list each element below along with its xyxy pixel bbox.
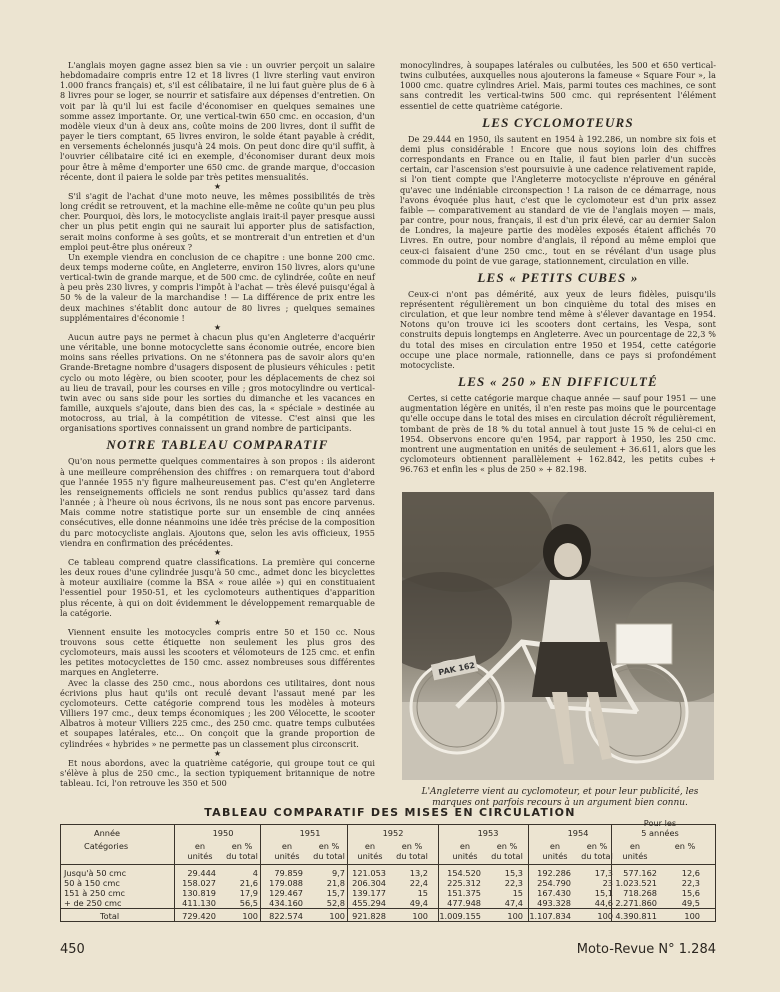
star-separator-icon: ★ <box>213 748 222 758</box>
year-header: Année <box>94 828 121 838</box>
percent-value: 21,8 <box>326 878 345 888</box>
total-units-value: 822.574 <box>269 911 303 921</box>
percent-subheader: du total <box>396 851 428 861</box>
units-value: 455.294 <box>352 898 386 908</box>
units-value: 130.819 <box>182 888 216 898</box>
total-header: Pour les <box>643 818 677 828</box>
units-value: 411.130 <box>182 898 216 908</box>
table-rule <box>60 864 716 865</box>
paragraph: Certes, si cette catégorie marque chaque année — sauf pour 1951 — une augmentation légère en unités, il n'en reste pas moins que le pourcentage qu'elle occupe dans le total des mises en circulation décroît régulièrement, tombant de près de 18 % du total annuel à tout juste 15 % de celui-ci en 1954. Observons encore qu'en 1954, par rapport à 1950, les 250 cmc. montrent une augmentation en unités de seulement + 36.611, alors que les cyclomoteurs obtiennent parallèlement + 162.842, les petits cubes + 96.763 et enfin les « plus de 250 » + 82.198. <box>400 393 716 475</box>
percent-value: 47,4 <box>504 898 523 908</box>
percent-value: 13,2 <box>409 868 428 878</box>
section-heading: LES CYCLOMOTEURS <box>482 114 634 130</box>
percent-value: 12,6 <box>681 868 700 878</box>
units-subheader: unités <box>274 851 300 861</box>
percent-value: 44,6 <box>594 898 613 908</box>
category-label: 151 à 250 cmc <box>64 888 126 898</box>
total-percent-value: 100 <box>242 911 258 921</box>
percent-value: 15,1 <box>594 888 613 898</box>
paragraph: Qu'on nous permette quelques commentaires à son propos : ils aideront à une meilleure compréhension des chiffres : on remarquera tout d'abord que l'année 1955 n'y figure malheureusement pas. C'est qu'en Angleterre les renseignements officiels ne sont rendus publics qu'assez tard dans l'année ; à l'heure où nous écrivons, ils ne nous sont pas encore parvenus. Mais comme notre statistique porte sur un ensemble de cinq années consécutives, elle donne néanmoins une idée très précise de la composition du parc motocycliste anglais. Ajoutons que, selon les avis officieux, 1955 viendra en confirmation des précédentes. <box>60 456 375 548</box>
percent-subheader: du total <box>491 851 523 861</box>
paragraph: De 29.444 en 1950, ils sautent en 1954 à 192.286, un nombre six fois et demi plus considérable ! Encore que nous soyions loin des chiffres correspondants en France ou en Italie, il faut bien parler d'un succès certain, car l'ascension s'est poursuivie à une cadence relativement rapide, si l'on tient compte que l'Angleterre motocycliste n'éprouve en général qu'avec une indéniable circonspection ! La raison de ce démarrage, nous l'avons évoquée plus haut, c'est que le cyclomoteur est d'un prix assez faible — comparativement au standard de vie de l'anglais moyen — mais, par contre, pour nous, français, il est d'un prix élevé, car au dernier Salon de Londres, la majeure partie des modèles exposés étaient affichés 70 Livres. En outre, pour nombre d'anglais, il répond au même emploi que ceux-ci faisaient d'une 250 cmc., tout en se révélant d'un usage plus commode du point de vue garage, stationnement, circulation en ville. <box>400 133 716 266</box>
units-value: 179.088 <box>269 878 303 888</box>
statistics-table <box>60 818 716 924</box>
percent-value: 23 <box>602 878 613 888</box>
percent-value: 9,7 <box>331 868 345 878</box>
paragraph: Et nous abordons, avec la quatrième catégorie, qui groupe tout ce qui s'élève à plus de 250 cmc., la section typiquement britannique de notre tableau. Ici, l'on retrouve les 350 et 500 <box>60 757 375 788</box>
year-label: 1950 <box>212 828 234 838</box>
total-percent-value: 100 <box>597 911 613 921</box>
units-subheader: unités <box>187 851 213 861</box>
category-header: Catégories <box>84 841 129 851</box>
total-percent-value: 100 <box>507 911 523 921</box>
total-units-value: 1.107.834 <box>529 911 571 921</box>
paragraph: Aucun autre pays ne permet à chacun plus qu'en Angleterre d'acquérir une véritable, une bonne motocyclette sans économie outrée, encore bien moins sans réelles privations. On ne s'étonnera pas de savoir alors qu'en Grande-Bretagne nombre d'usagers disposent de plusieurs véhicules : petit cyclo ou moto légère, ou bien scooter, pour les déplacements de chez soi au lieu de travail, pour les courses en ville ; gros motocylindre ou vertical-twin avec ou sans side pour les sorties du dimanche et les vacances en famille, auxquels s'ajoute, dans bien des cas, la « spéciale » destinée au motocross, au trial, à la compétition de vitesse. C'est ainsi que les organisations sportives connaissent un grand nombre de participants. <box>60 331 375 434</box>
units-value: 206.304 <box>352 878 386 888</box>
section-heading: LES « PETITS CUBES » <box>477 269 639 285</box>
units-value: 121.053 <box>352 868 386 878</box>
total-percent-value: 100 <box>329 911 345 921</box>
paragraph: Ce tableau comprend quatre classifications. La première qui concerne les deux roues d'une cylindrée jusqu'à 50 cmc., admet donc les bicyclettes à moteur auxiliaire (comme la BSA « roue ailée ») qui en constituaient l'essentiel pour 1950-51, et les cyclomoteurs authentiques d'apparition plus récente, à qui on doit évidemment le développement remarquable de la catégorie. <box>60 556 375 618</box>
units-value: 167.430 <box>537 888 571 898</box>
paragraph: Avec la classe des 250 cmc., nous abordons ces utilitaires, dont nous écrivions plus haut qu'ils ont reculé devant l'assaut mené par les cyclomoteurs. Cette catégorie comprend tous les modèles à moteurs Villiers 197 cmc., deux temps économiques ; les 200 Vélocette, le scooter Albatros à moteur Villiers 225 cmc., des 250 cmc. quatre temps culbutées et soupapes latérales, etc... On conçoit que la grande proportion de cylindrées « hybrides » ne permette pas un classement plus circonscrit. <box>60 677 375 749</box>
percent-value: 15,7 <box>326 888 345 898</box>
table-rule <box>528 824 529 922</box>
license-plate: PAK 162 <box>437 660 476 678</box>
percent-value: 52,8 <box>326 898 345 908</box>
units-subheader: unités <box>622 851 648 861</box>
percent-value: 17,9 <box>239 888 258 898</box>
table-rule <box>611 824 612 922</box>
photo-illustration <box>402 492 714 780</box>
paragraph: S'il s'agit de l'achat d'une moto neuve, les mêmes possibilités de très long crédit se retrouvent, et la machine elle-même ne coûte qu'un peu plus cher. Pourquoi, dès lors, le motocycliste anglais irait-il payer presque aussi cher un plus petit engin qui ne saurait lui apporter plus de satisfaction, serait moins conforme à ses goûts, et se montrerait d'un entretien et d'un emploi peut-être plus onéreux ? <box>60 190 375 252</box>
category-label: + de 250 cmc <box>64 898 122 908</box>
paragraph: Ceux-ci n'ont pas démérité, aux yeux de leurs fidèles, puisqu'ils représentent régulièrement un bon cinquième du total des mises en circulation, et que leur nombre tend même à s'élever davantage en 1954. Notons qu'on trouve ici les scooters dont certains, les Vespa, sont construits depuis longtemps en Angleterre. Avec un pourcentage de 22,3 % du total des mises en circulation entre 1950 et 1954, cette catégorie occupe une place normale, rationnelle, dans ce pays si profondément motocycliste. <box>400 288 716 370</box>
category-label: Jusqu'à 50 cmc <box>64 868 127 878</box>
table-rule <box>347 824 348 922</box>
section-heading: LES « 250 » EN DIFFICULTÉ <box>458 374 658 390</box>
percent-subheader: du total <box>226 851 258 861</box>
percent-value: 17,3 <box>594 868 613 878</box>
page-number: 450 <box>60 942 85 957</box>
units-value: 493.328 <box>537 898 571 908</box>
percent-value: 22,3 <box>681 878 700 888</box>
percent-value: 15 <box>512 888 523 898</box>
paragraph: monocylindres, à soupapes latérales ou culbutées, les 500 et 650 vertical-twins culbutées, auxquelles nous ajouterons la fameuse « Square Four », la 1000 cmc. quatre cylindres Ariel. Mais, parmi toutes ces machines, ce sont sans contredit les vertical-twins 500 cmc. qui représentent l'élément essentiel de cette quatrième catégorie. <box>400 60 716 111</box>
percent-subheader: en % <box>401 841 423 851</box>
percent-subheader: en % <box>674 841 696 851</box>
units-value: 154.520 <box>447 868 481 878</box>
table-rule <box>174 824 175 922</box>
photo-woman-on-moped <box>402 492 714 780</box>
percent-subheader: en % <box>231 841 253 851</box>
year-label: 1954 <box>567 828 589 838</box>
units-value: 151.375 <box>447 888 481 898</box>
units-value: 477.948 <box>447 898 481 908</box>
units-value: 192.286 <box>537 868 571 878</box>
percent-subheader: du total <box>313 851 345 861</box>
total-units-value: 4.390.811 <box>615 911 657 921</box>
units-value: 129.467 <box>269 888 303 898</box>
table-rule <box>438 824 439 922</box>
percent-value: 56,5 <box>239 898 258 908</box>
units-value: 1.023.521 <box>615 878 657 888</box>
total-units-value: 921.828 <box>352 911 386 921</box>
units-value: 139.177 <box>352 888 386 898</box>
table-rule <box>260 824 261 922</box>
units-value: 577.162 <box>623 868 657 878</box>
total-percent-value: 100 <box>412 911 428 921</box>
star-separator-icon: ★ <box>213 617 222 627</box>
percent-value: 49,5 <box>681 898 700 908</box>
units-value: 254.790 <box>537 878 571 888</box>
percent-subheader: en % <box>586 841 608 851</box>
percent-value: 49,4 <box>409 898 428 908</box>
units-value: 718.268 <box>623 888 657 898</box>
units-subheader: en <box>281 841 293 851</box>
units-value: 29.444 <box>187 868 216 878</box>
units-subheader: en <box>549 841 561 851</box>
units-value: 2.271.860 <box>615 898 657 908</box>
percent-value: 15,6 <box>681 888 700 898</box>
units-subheader: unités <box>357 851 383 861</box>
section-heading: NOTRE TABLEAU COMPARATIF <box>106 437 329 453</box>
year-label: 1951 <box>299 828 321 838</box>
total-label: Total <box>100 911 120 921</box>
percent-value: 15,3 <box>504 868 523 878</box>
total-percent-value: 100 <box>684 911 700 921</box>
percent-subheader: en % <box>496 841 518 851</box>
percent-subheader: en % <box>318 841 340 851</box>
magazine-issue: Moto-Revue N° 1.284 <box>576 942 716 957</box>
units-value: 158.027 <box>182 878 216 888</box>
table-rule <box>60 908 716 909</box>
right-column <box>400 60 716 474</box>
paragraph: Viennent ensuite les motocycles compris entre 50 et 150 cc. Nous trouvons sous cette étiquette non seulement les plus gros des cyclomoteurs, mais aussi les scooters et vélomoteurs de 125 cmc. et enfin les petites motocyclettes de 150 cmc. assez nombreuses sous différentes marques en Angleterre. <box>60 626 375 678</box>
paragraph: L'anglais moyen gagne assez bien sa vie : un ouvrier perçoit un salaire hebdomadaire compris entre 12 et 18 livres (1 livre sterling vaut environ 1.000 francs français) et, s'il est célibataire, il ne lui faut guère plus de 6 à 8 livres pour se loger, se nourrir et satisfaire aux dépenses d'entretien. On voit par là qu'il lui est facile d'économiser en quelques semaines une somme assez importante. Or, une vertical-twin 650 cmc. en occasion, d'un modèle vieux d'un à deux ans, coûte moins de 200 livres, dont il suffit de payer le tiers comptant, 65 livres environ, le solde étant payable à crédit, en versements échelonnés jusqu'à 24 mois. On peut donc dire qu'il suffit, à l'ouvrier célibataire cité ici en exemple, d'économiser durant deux mois pour être à même d'emporter une 650 cmc. de grande marque, d'occasion récente, dont il paiera le solde par très petites mensualités. <box>60 60 375 182</box>
star-separator-icon: ★ <box>213 547 222 557</box>
units-subheader: unités <box>542 851 568 861</box>
star-separator-icon: ★ <box>213 322 222 332</box>
paragraph: Un exemple viendra en conclusion de ce chapitre : une bonne 200 cmc. deux temps moderne coûte, en Angleterre, environ 150 livres, alors qu'une vertical-twin de grande marque, et de 500 cmc. de cylindrée, coûte en neuf à peu près 230 livres, y compris l'impôt à l'achat — très élevé puisqu'égal à 50 % de la valeur de la marchandise ! — La différence de prix entre les deux machines s'établit donc autour de 80 livres ; quelques semaines supplémentaires d'économie ! <box>60 251 375 323</box>
category-label: 50 à 150 cmc <box>64 878 120 888</box>
year-label: 1953 <box>477 828 499 838</box>
units-subheader: en <box>629 841 641 851</box>
total-header: 5 années <box>641 828 679 838</box>
percent-value: 4 <box>252 868 258 878</box>
units-subheader: en <box>194 841 206 851</box>
total-units-value: 729.420 <box>182 911 216 921</box>
table-title: TABLEAU COMPARATIF DES MISES EN CIRCULATION <box>204 806 576 819</box>
units-value: 434.160 <box>269 898 303 908</box>
photo-caption: L'Angleterre vient au cyclomoteur, et pour leur publicité, les marques ont parfois recours à un argument bien connu. <box>421 787 699 808</box>
total-units-value: 1.009.155 <box>439 911 481 921</box>
percent-value: 22,3 <box>504 878 523 888</box>
units-subheader: unités <box>452 851 478 861</box>
star-separator-icon: ★ <box>213 181 222 191</box>
units-value: 79.859 <box>274 868 303 878</box>
percent-subheader: du total <box>581 851 613 861</box>
year-label: 1952 <box>382 828 404 838</box>
percent-value: 21,6 <box>239 878 258 888</box>
units-value: 225.312 <box>447 878 481 888</box>
units-subheader: en <box>459 841 471 851</box>
percent-value: 22,4 <box>409 878 428 888</box>
percent-value: 15 <box>417 888 428 898</box>
units-subheader: en <box>364 841 376 851</box>
left-column <box>60 60 375 788</box>
